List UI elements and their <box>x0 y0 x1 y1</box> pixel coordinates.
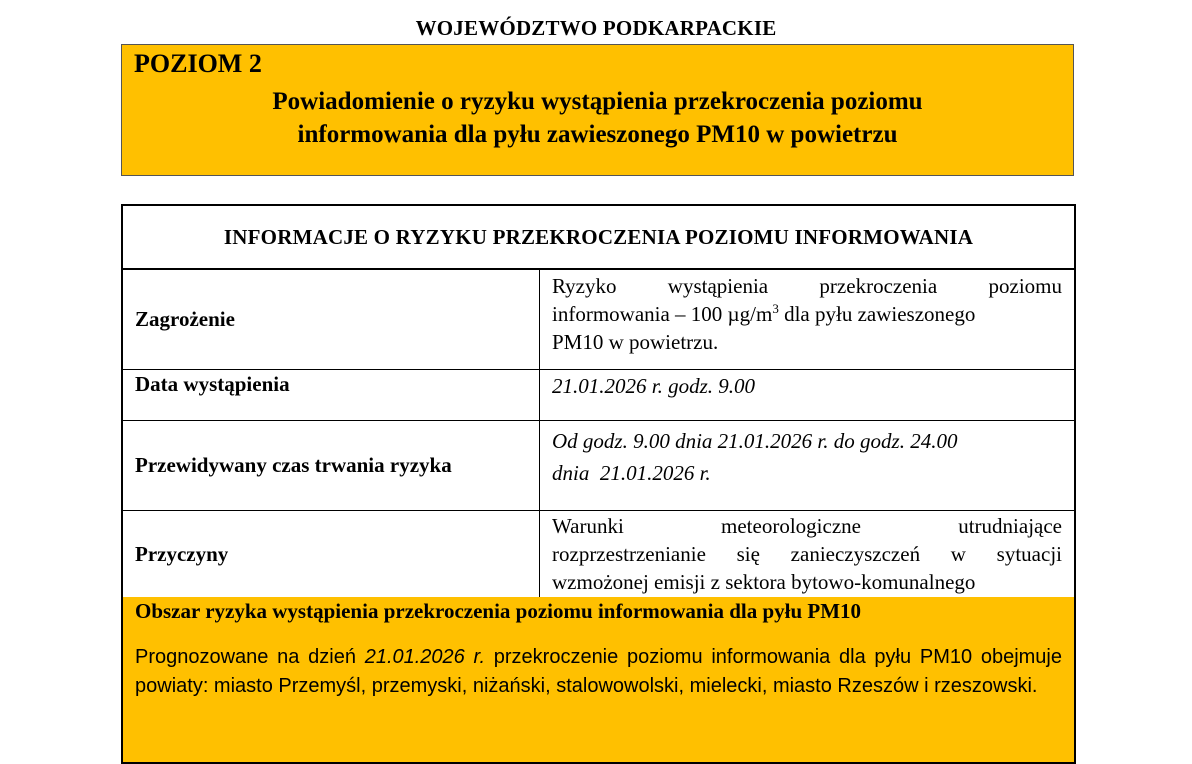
date-label-cell <box>123 370 540 420</box>
threat-label-cell <box>123 270 540 369</box>
threat-label: Zagrożenie <box>135 307 235 331</box>
threat-value-cell <box>540 270 1074 369</box>
notice-title <box>122 85 1073 151</box>
date-value: 21.01.2026 r. godz. 9.00 <box>552 374 756 398</box>
threat-line-2 <box>552 300 1062 328</box>
duration-line-1: Od godz. 9.00 dnia 21.01.2026 r. do godz. 24.00 <box>552 429 958 453</box>
risk-area-text-body: przekroczenie poziomu informowania dla pyłu PM10 obejmuje powiaty: miasto Przemyśl, przemyski, niżański, stalowowolski, mielecki, miasto Rzeszów i rzeszowski. <box>135 646 1062 697</box>
alert-level-box <box>121 44 1074 176</box>
threat-line-1: Ryzyko wystąpienia przekroczenia poziomu <box>552 274 1062 298</box>
alert-level-label: POZIOM 2 <box>134 49 262 78</box>
duration-label: Przewidywany czas trwania ryzyka <box>135 453 452 477</box>
threat-line-3: PM10 w powietrzu. <box>552 330 719 354</box>
duration-label-cell <box>123 421 540 510</box>
duration-row <box>123 421 1074 511</box>
duration-line-2: dnia 21.01.2026 r. <box>552 461 711 485</box>
causes-line-1: Warunki meteorologiczne utrudniające <box>552 514 1062 538</box>
causes-label-cell <box>123 511 540 597</box>
risk-area-section <box>123 597 1074 762</box>
risk-area-title: Obszar ryzyka wystąpienia przekroczenia poziomu informowania dla pyłu PM10 <box>135 599 862 623</box>
notice-title-line-1: Powiadomienie o ryzyku wystąpienia przekroczenia poziomu <box>272 88 923 115</box>
duration-value-cell <box>540 421 1074 510</box>
causes-line-3: wzmożonej emisji z sektora bytowo-komunalnego <box>552 570 976 594</box>
causes-value-cell <box>540 511 1074 597</box>
date-value-cell <box>540 370 1074 420</box>
causes-line-2: rozprzestrzenianie się zanieczyszczeń w sytuacji <box>552 542 1062 566</box>
threat-row <box>123 270 1074 370</box>
threat-unit-superscript: 3 <box>772 301 779 316</box>
region-title: WOJEWÓDZTWO PODKARPACKIE <box>415 16 777 40</box>
causes-row <box>123 511 1074 597</box>
date-label: Data wystąpienia <box>135 372 290 396</box>
risk-area-date: 21.01.2026 r. <box>364 646 486 668</box>
threat-line-2-text: informowania – 100 µg/m <box>552 302 773 326</box>
threat-line-2-tail: dla pyłu zawieszonego <box>778 302 976 326</box>
causes-label: Przyczyny <box>135 541 229 566</box>
date-row <box>123 370 1074 421</box>
risk-area-text <box>135 643 1062 701</box>
risk-info-table <box>121 204 1076 764</box>
table-heading: INFORMACJE O RYZYKU PRZEKROCZENIA POZIOMU INFORMOWANIA <box>123 206 1074 270</box>
risk-area-text-intro: Prognozowane na dzień <box>135 646 365 668</box>
notice-title-line-2: informowania dla pyłu zawieszonego PM10 w powietrzu <box>297 121 898 148</box>
